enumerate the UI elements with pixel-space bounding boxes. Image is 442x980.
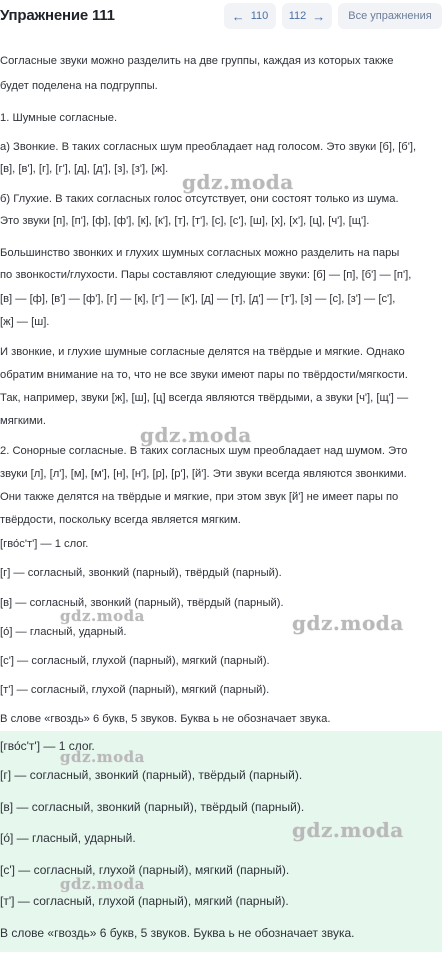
arrow-left-icon: ←	[231, 8, 245, 24]
text-line: [ж] — [ш].	[0, 316, 50, 328]
text-line: 2. Сонорные согласные. В таких согласных шум преобладает над шумом. Это	[0, 445, 408, 457]
all-exercises-button[interactable]	[338, 3, 442, 29]
answer-line: [т'] — согласный, глухой (парный), мягкий (парный).	[0, 894, 289, 908]
text-line: [г] — согласный, звонкий (парный), твёрдый (парный).	[0, 567, 282, 579]
text-line: Большинство звонких и глухих шумных согласных можно разделить на пары	[0, 247, 400, 259]
exercise-header	[0, 0, 442, 34]
text-line: [в] — [ф], [в'] — [ф'], [г] — [к], [г'] — [к'], [д] — [т], [д'] — [т'], [з] — [с], [з'] — [с'],	[0, 293, 396, 305]
text-line: [гво́с'т'] — 1 слог.	[0, 538, 89, 550]
text-line: Это звуки [п], [п'], [ф], [ф'], [к], [к'], [т], [т'], [с], [с'], [ш], [х], [х'], [ц], [ч'], [щ'].	[0, 215, 370, 227]
text-line: звуки [л], [л'], [м], [м'], [н], [н'], [р], [р'], [й']. Эти звуки всегда являются звонкими.	[0, 468, 407, 480]
watermark: gdz.moda	[182, 170, 294, 194]
text-line: мягкими.	[0, 415, 47, 427]
text-line: твёрдости, поскольку всегда является мягким.	[0, 514, 241, 526]
watermark: gdz.moda	[60, 607, 145, 625]
text-line: [о́] — гласный, ударный.	[0, 626, 127, 638]
text-line: Они также делятся на твёрдые и мягкие, при этом звук [й'] не имеет пары по	[0, 491, 399, 503]
text-line: [с'] — согласный, глухой (парный), мягкий (парный).	[0, 655, 270, 667]
all-exercises-label: Все упражнения	[348, 10, 432, 22]
next-exercise-button[interactable]	[282, 3, 332, 29]
text-line: [в] — согласный, звонкий (парный), твёрдый (парный).	[0, 597, 284, 609]
page-title: Упражнение 111	[0, 7, 115, 24]
watermark: gdz.moda	[292, 818, 404, 842]
text-line: И звонкие, и глухие шумные согласные делятся на твёрдые и мягкие. Однако	[0, 346, 405, 358]
text-line: будет поделена на подгруппы.	[0, 80, 158, 92]
answer-line: [г] — согласный, звонкий (парный), твёрдый (парный).	[0, 768, 303, 782]
prev-exercise-label: 110	[250, 10, 269, 22]
answer-line: [с'] — согласный, глухой (парный), мягкий (парный).	[0, 863, 290, 877]
watermark: gdz.moda	[140, 423, 252, 447]
answer-line: [о́] — гласный, ударный.	[0, 831, 136, 845]
answer-line: В слове «гвоздь» 6 букв, 5 звуков. Буква ь не обозначает звука.	[0, 926, 355, 940]
prev-exercise-button[interactable]	[224, 3, 276, 29]
watermark: gdz.moda	[60, 875, 145, 893]
text-line: по звонкости/глухости. Пары составляют следующие звуки: [б] — [п], [б'] — [п'],	[0, 269, 412, 281]
next-exercise-label: 112	[288, 10, 307, 22]
text-line: обратим внимание на то, что не все звуки имеют пары по твёрдости/мягкости.	[0, 369, 408, 381]
arrow-right-icon: →	[312, 8, 326, 24]
answer-line: [гво́с'т'] — 1 слог.	[0, 739, 95, 753]
watermark: gdz.moda	[60, 748, 145, 766]
text-line: В слове «гвоздь» 6 букв, 5 звуков. Буква ь не обозначает звука.	[0, 713, 331, 725]
text-line: а) Звонкие. В таких согласных шум преобладает над голосом. Это звуки [б], [б'],	[0, 141, 417, 153]
text-line: Согласные звуки можно разделить на две группы, каждая из которых также	[0, 55, 394, 67]
answer-line: [в] — согласный, звонкий (парный), твёрдый (парный).	[0, 800, 305, 814]
text-line: [т'] — согласный, глухой (парный), мягкий (парный).	[0, 684, 270, 696]
watermark: gdz.moda	[292, 611, 404, 635]
text-line: 1. Шумные согласные.	[0, 112, 118, 124]
text-line: Так, например, звуки [ж], [ш], [ц] всегда являются твёрдыми, а звуки [ч'], [щ'] —	[0, 392, 409, 404]
text-line: [в], [в'], [г], [г'], [д], [д'], [з], [з'], [ж].	[0, 163, 169, 175]
text-line: б) Глухие. В таких согласных голос отсутствует, они состоят только из шума.	[0, 193, 399, 205]
